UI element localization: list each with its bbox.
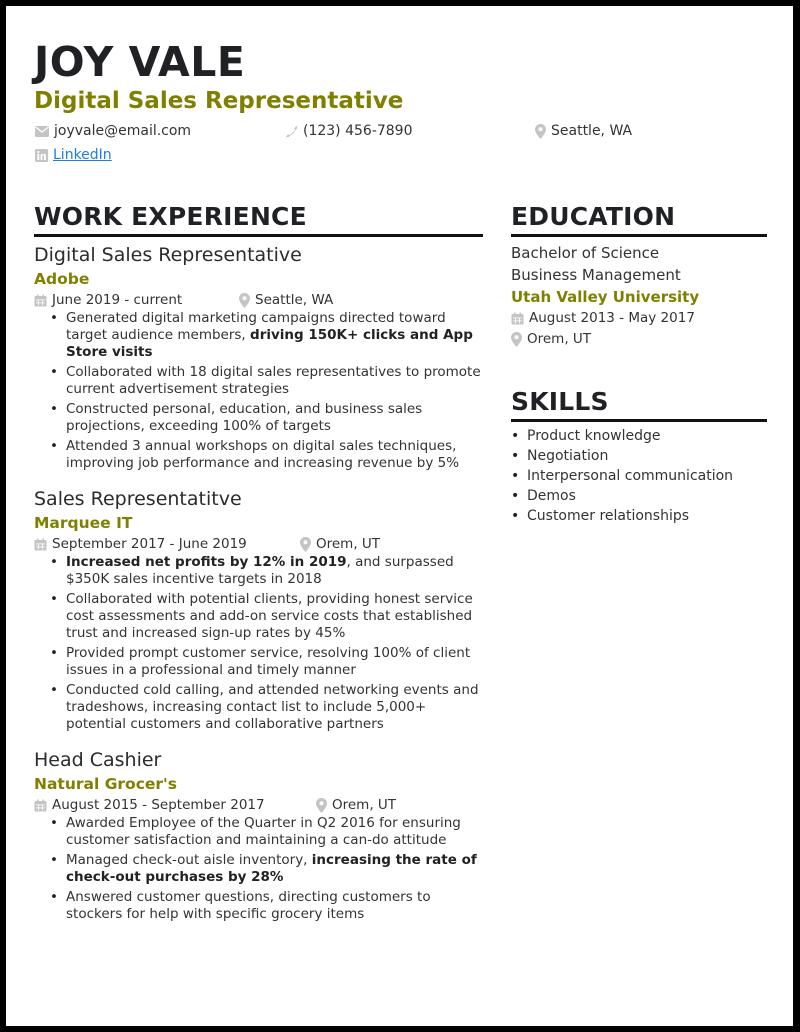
job-entry bbox=[34, 747, 483, 923]
job-meta bbox=[34, 795, 483, 815]
job-bullet: • Constructed personal, education, and business sales projections, exceeding 100% of targets bbox=[48, 401, 483, 435]
job-location: Orem, UT bbox=[316, 795, 396, 815]
envelope-icon bbox=[35, 126, 49, 137]
job-bullet: • Collaborated with potential clients, providing honest service cost assessments and add-on service costs that established trust and increased sign-up rates by 45% bbox=[48, 591, 483, 642]
skill-item: • Customer relationships bbox=[511, 506, 767, 526]
job-title: Sales Representatitve bbox=[34, 488, 242, 510]
job-dates: September 2017 - June 2019 bbox=[34, 534, 300, 554]
email-text: joyvale@email.com bbox=[54, 123, 192, 139]
job-title: Head Cashier bbox=[34, 749, 162, 771]
bullet-highlight: Increased net profits by 12% in 2019 bbox=[66, 554, 347, 570]
calendar-icon bbox=[34, 538, 47, 551]
skills-section bbox=[511, 387, 767, 526]
company-name: Marquee IT bbox=[34, 514, 133, 532]
job-entry bbox=[34, 486, 483, 733]
resume-page bbox=[6, 6, 793, 1026]
map-pin-icon bbox=[316, 798, 327, 813]
phone-icon bbox=[285, 125, 298, 138]
calendar-icon bbox=[34, 799, 47, 812]
section-title-education: EDUCATION bbox=[511, 202, 767, 237]
education-section bbox=[511, 202, 767, 350]
map-pin-icon bbox=[535, 124, 546, 139]
education-dates: August 2013 - May 2017 bbox=[511, 308, 767, 329]
degree: Bachelor of Science bbox=[511, 244, 660, 262]
sidebar-column bbox=[511, 202, 767, 526]
work-experience-section bbox=[34, 202, 483, 926]
company-name: Natural Grocer's bbox=[34, 775, 178, 793]
job-dates: August 2015 - September 2017 bbox=[34, 795, 316, 815]
bullet-highlight: driving 150K+ clicks and App Store visits bbox=[66, 327, 473, 360]
school-name: Utah Valley University bbox=[511, 288, 700, 306]
map-pin-icon bbox=[239, 293, 250, 308]
skill-item: • Product knowledge bbox=[511, 426, 767, 446]
job-bullet: • Increased net profits by 12% in 2019, and surpassed $350K sales incentive targets in 2018 bbox=[48, 554, 483, 588]
skills-list bbox=[511, 426, 767, 526]
contact-location bbox=[535, 123, 632, 139]
job-bullet: • Collaborated with 18 digital sales representatives to promote current advertisement strategies bbox=[48, 364, 483, 398]
field-of-study: Business Management bbox=[511, 266, 681, 284]
job-bullets bbox=[48, 554, 483, 733]
skill-item: • Negotiation bbox=[511, 446, 767, 466]
job-bullet: • Conducted cold calling, and attended networking events and tradeshows, increasing contact list to include 5,000+ potential customers and collaborative partners bbox=[48, 682, 483, 733]
phone-text: (123) 456-7890 bbox=[303, 123, 413, 139]
job-bullet: • Managed check-out aisle inventory, increasing the rate of check-out purchases by 28% bbox=[48, 852, 483, 886]
job-bullets bbox=[48, 815, 483, 923]
contact-phone bbox=[285, 123, 413, 139]
job-entry bbox=[34, 242, 483, 472]
contact-linkedin bbox=[35, 147, 112, 163]
skill-item: • Interpersonal communication bbox=[511, 466, 767, 486]
job-bullet: • Attended 3 annual workshops on digital sales techniques, improving job performance and increasing revenue by 5% bbox=[48, 438, 483, 472]
calendar-icon bbox=[34, 294, 47, 307]
job-location: Seattle, WA bbox=[239, 290, 333, 310]
map-pin-icon bbox=[511, 332, 522, 347]
skill-item: • Demos bbox=[511, 486, 767, 506]
job-dates: June 2019 - current bbox=[34, 290, 239, 310]
job-bullet: • Provided prompt customer service, resolving 100% of client issues in a professional and timely manner bbox=[48, 645, 483, 679]
linkedin-link[interactable]: LinkedIn bbox=[53, 147, 112, 163]
candidate-name: JOY VALE bbox=[34, 38, 246, 86]
job-bullet: • Awarded Employee of the Quarter in Q2 2016 for ensuring customer satisfaction and maintaining a can-do attitude bbox=[48, 815, 483, 849]
job-bullets bbox=[48, 310, 483, 472]
job-meta bbox=[34, 290, 483, 310]
section-title-skills: SKILLS bbox=[511, 387, 767, 422]
company-name: Adobe bbox=[34, 270, 90, 288]
calendar-icon bbox=[511, 312, 524, 325]
map-pin-icon bbox=[300, 537, 311, 552]
job-location: Orem, UT bbox=[300, 534, 380, 554]
job-bullet: • Generated digital marketing campaigns directed toward target audience members, driving 150K+ clicks and App Store visits bbox=[48, 310, 483, 361]
linkedin-icon bbox=[35, 149, 48, 162]
job-list bbox=[34, 242, 483, 923]
contact-email bbox=[35, 123, 191, 139]
job-title: Digital Sales Representative bbox=[34, 244, 302, 266]
section-title-work-experience: WORK EXPERIENCE bbox=[34, 202, 483, 237]
candidate-headline: Digital Sales Representative bbox=[34, 88, 404, 114]
job-meta bbox=[34, 534, 483, 554]
education-meta bbox=[511, 308, 767, 350]
job-bullet: • Answered customer questions, directing customers to stockers for help with specific grocery items bbox=[48, 889, 483, 923]
bullet-highlight: increasing the rate of check-out purchases by 28% bbox=[66, 852, 477, 885]
education-entry bbox=[511, 242, 767, 350]
location-text: Seattle, WA bbox=[551, 123, 633, 139]
education-location: Orem, UT bbox=[511, 329, 767, 350]
